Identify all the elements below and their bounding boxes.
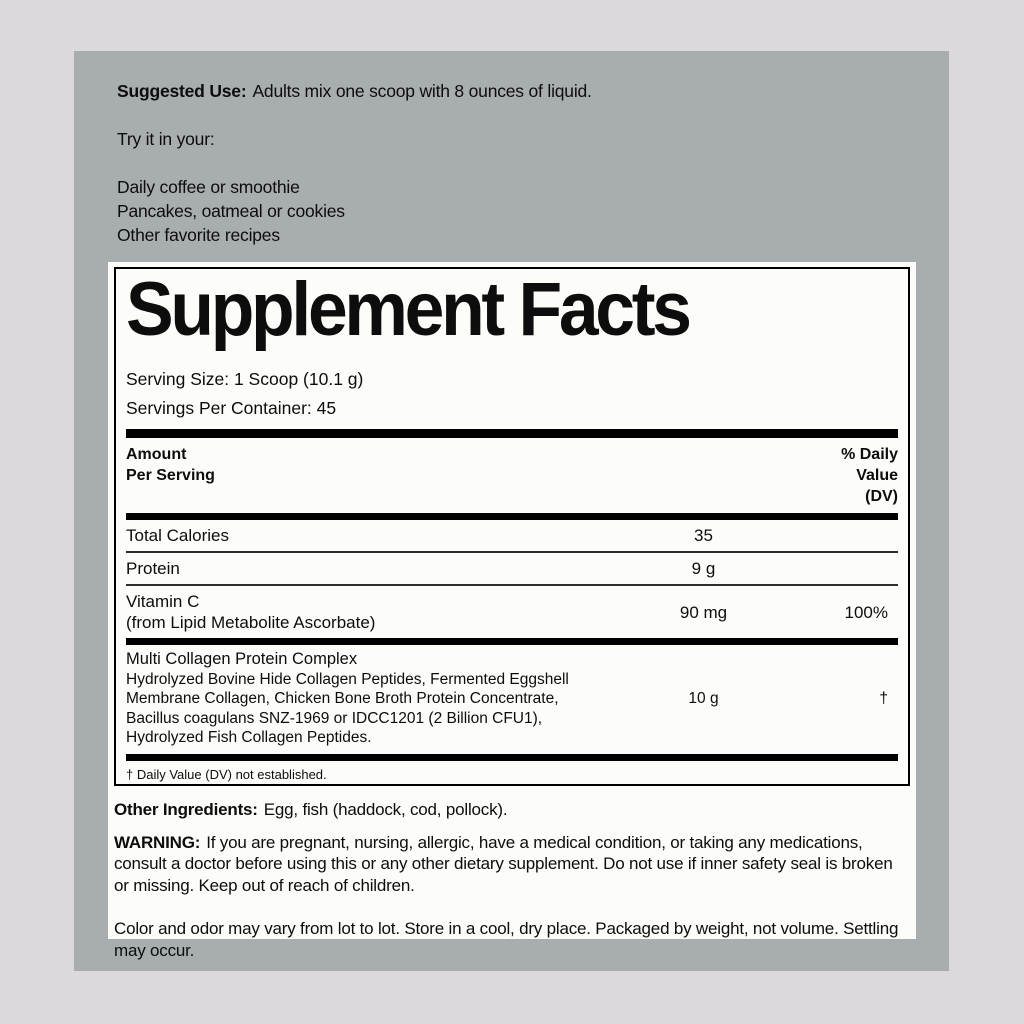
suggested-use-line xyxy=(117,79,909,103)
amount-per-serving-header: Amount Per Serving xyxy=(126,446,215,484)
facts-table-header xyxy=(126,438,898,513)
rule-thick xyxy=(126,638,898,645)
other-ingredients-text: Egg, fish (haddock, cod, pollock). xyxy=(263,800,508,819)
serving-size: Serving Size: 1 Scoop (10.1 g) xyxy=(126,369,364,389)
usage-idea: Pancakes, oatmeal or cookies xyxy=(117,201,345,221)
table-row-total-calories xyxy=(126,520,898,551)
nutrient-name: Protein xyxy=(126,559,180,578)
nutrient-amount: 35 xyxy=(694,526,713,545)
suggested-use-label: Suggested Use: xyxy=(117,81,247,101)
warning-text: If you are pregnant, nursing, allergic, have a medical condition, or taking any medications, consult a doctor before using this or any other dietary supplement. Do not use if inner safety seal is broken or missing. Keep out of reach of children. xyxy=(114,832,893,895)
try-heading: Try it in your: xyxy=(117,129,215,149)
table-row-protein xyxy=(126,553,898,584)
nutrient-amount: 90 mg xyxy=(679,602,728,622)
rule-thick xyxy=(126,513,898,520)
nutrient-name: Multi Collagen Protein Complex Hydrolyzed Bovine Hide Collagen Peptides, Fermented Eggshell Membrane Collagen, Chicken Bone Broth Protein Concentrate, Bacillus coagulans SNZ-1969 or IDCC1201 (2 Billion CFU1), Hydrolyzed Fish Collagen Peptides. xyxy=(126,650,569,746)
nutrient-dv: 100% xyxy=(844,602,888,622)
nutrient-name: Total Calories xyxy=(126,526,229,545)
dv-footnote: † Daily Value (DV) not established. xyxy=(126,766,327,782)
nutrient-dv: † xyxy=(879,690,888,707)
usage-idea: Other favorite recipes xyxy=(117,225,280,245)
nutrient-name: Vitamin C (from Lipid Metabolite Ascorbate) xyxy=(126,592,376,632)
storage-note: Color and odor may vary from lot to lot. Store in a cool, dry place. Packaged by weight, not volume. Settling may occur. xyxy=(114,919,899,960)
nutrient-amount: 10 g xyxy=(688,690,719,707)
table-row-multi-collagen xyxy=(126,645,898,754)
other-ingredients-line xyxy=(114,799,910,821)
supplement-facts-title: Supplement Facts xyxy=(126,267,689,352)
table-row-vitamin-c xyxy=(126,586,898,638)
usage-section xyxy=(117,79,909,247)
daily-value-header: % Daily Value (DV) xyxy=(841,446,898,505)
servings-per-container: Servings Per Container: 45 xyxy=(126,398,337,418)
warning-paragraph xyxy=(114,832,910,897)
supplement-facts-panel xyxy=(114,267,910,786)
suggested-use-text: Adults mix one scoop with 8 ounces of liquid. xyxy=(252,81,592,101)
warning-label: WARNING: xyxy=(114,832,201,852)
facts-card xyxy=(108,262,916,960)
rule-thick xyxy=(126,429,898,438)
nutrient-amount: 9 g xyxy=(691,559,716,578)
usage-idea: Daily coffee or smoothie xyxy=(117,177,300,197)
other-ingredients-label: Other Ingredients: xyxy=(114,800,258,819)
rule-thick xyxy=(126,754,898,761)
label-panel xyxy=(74,51,949,971)
